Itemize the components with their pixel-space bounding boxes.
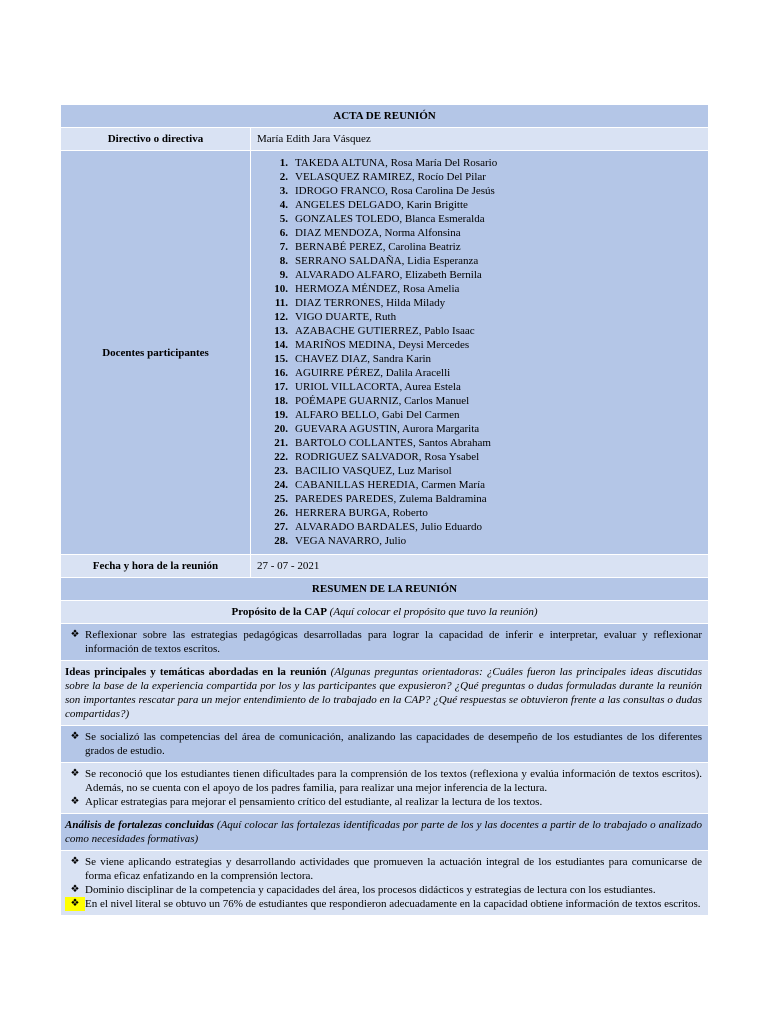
proposito-header xyxy=(61,601,709,624)
bullet-item xyxy=(65,855,702,883)
docente-number: 26. xyxy=(274,507,288,519)
analisis-header-row xyxy=(61,814,709,851)
docente-number: 19. xyxy=(274,409,288,421)
docente-number: 23. xyxy=(274,465,288,477)
analisis-header xyxy=(61,814,709,851)
docente-number: 11. xyxy=(274,297,288,309)
diamond-bullet-icon: ❖ xyxy=(65,897,85,911)
analisis-label: Análisis de fortalezas concluidas xyxy=(65,819,214,831)
ideas-bullets-b xyxy=(61,763,709,814)
ideas-body-a-row xyxy=(61,726,709,763)
docente-number: 25. xyxy=(274,493,288,505)
docente-item xyxy=(260,408,707,422)
docente-name: GUEVARA AGUSTIN, Aurora Margarita xyxy=(295,423,480,435)
docente-name: HERRERA BURGA, Roberto xyxy=(295,507,428,519)
docente-name: ANGELES DELGADO, Karin Brigitte xyxy=(295,199,468,211)
directivo-value: María Edith Jara Vásquez xyxy=(251,128,709,151)
directivo-row xyxy=(61,128,709,151)
docentes-label: Docentes participantes xyxy=(61,151,251,555)
bullet-text: Se reconoció que los estudiantes tienen dificultades para la comprensión de los textos (reflexiona y evalúa información de textos escritos). Además, no se cuenta con el apoyo de los padres familia, para realizar una mejor inferencia de la lectura. xyxy=(85,768,703,794)
docente-name: VIGO DUARTE, Ruth xyxy=(295,311,397,323)
docente-item xyxy=(260,268,707,282)
docente-number: 24. xyxy=(274,479,288,491)
directivo-label: Directivo o directiva xyxy=(61,128,251,151)
diamond-bullet-icon: ❖ xyxy=(70,629,80,640)
docentes-cell xyxy=(251,151,709,555)
docente-name: BARTOLO COLLANTES, Santos Abraham xyxy=(295,437,491,449)
diamond-bullet-icon: ❖ xyxy=(70,768,80,779)
docente-number: 28. xyxy=(274,535,288,547)
proposito-bullets xyxy=(61,624,709,661)
bullet-item xyxy=(65,897,702,911)
docente-name: TAKEDA ALTUNA, Rosa María Del Rosario xyxy=(295,157,498,169)
docente-item xyxy=(260,254,707,268)
diamond-bullet-icon: ❖ xyxy=(70,856,80,867)
ideas-body-b-row xyxy=(61,763,709,814)
docente-item xyxy=(260,226,707,240)
fecha-value: 27 - 07 - 2021 xyxy=(251,555,709,578)
docente-name: DIAZ TERRONES, Hilda Milady xyxy=(295,297,446,309)
docente-number: 10. xyxy=(274,283,288,295)
bullet-item xyxy=(65,628,702,656)
ideas-label: Ideas principales y temáticas abordadas en la reunión xyxy=(65,666,327,678)
proposito-body-row xyxy=(61,624,709,661)
ideas-bullets-a xyxy=(61,726,709,763)
analisis-hint: (Aquí colocar las fortalezas identificadas por parte de los y las docentes a partir de lo trabajado o analizado como necesidades formativas) xyxy=(65,819,703,845)
docente-name: VEGA NAVARRO, Julio xyxy=(295,535,407,547)
ideas-header-row xyxy=(61,661,709,726)
docente-item xyxy=(260,212,707,226)
docente-item xyxy=(260,478,707,492)
docente-item xyxy=(260,282,707,296)
docente-name: URIOL VILLACORTA, Aurea Estela xyxy=(295,381,461,393)
title-row xyxy=(61,105,709,128)
docente-item xyxy=(260,156,707,170)
docente-number: 18. xyxy=(274,395,288,407)
analisis-body-row xyxy=(61,851,709,916)
docente-item xyxy=(260,422,707,436)
docente-item xyxy=(260,520,707,534)
docente-name: ALFARO BELLO, Gabi Del Carmen xyxy=(295,409,460,421)
docente-item xyxy=(260,366,707,380)
docente-name: SERRANO SALDAÑA, Lidia Esperanza xyxy=(295,255,479,267)
docente-number: 5. xyxy=(279,213,288,225)
docente-name: BACILIO VASQUEZ, Luz Marisol xyxy=(295,465,452,477)
docente-name: AZABACHE GUTIERREZ, Pablo Isaac xyxy=(295,325,475,337)
docente-name: AGUIRRE PÉREZ, Dalila Aracelli xyxy=(295,367,451,379)
docente-item xyxy=(260,436,707,450)
fecha-row xyxy=(61,555,709,578)
docente-number: 14. xyxy=(274,339,288,351)
bullet-item xyxy=(65,883,702,897)
bullet-item xyxy=(65,767,702,795)
docente-number: 16. xyxy=(274,367,288,379)
diamond-bullet-icon: ❖ xyxy=(70,731,80,742)
bullet-text: Reflexionar sobre las estrategias pedagógicas desarrolladas para lograr la capacidad de inferir e interpretar, evaluar y reflexionar información de textos escritos. xyxy=(85,629,703,655)
docente-name: HERMOZA MÉNDEZ, Rosa Amelia xyxy=(295,283,460,295)
diamond-bullet-icon: ❖ xyxy=(70,796,80,807)
docente-number: 6. xyxy=(279,227,288,239)
docentes-row xyxy=(61,151,709,555)
docente-number: 13. xyxy=(274,325,288,337)
diamond-bullet-icon: ❖ xyxy=(70,884,80,895)
docente-item xyxy=(260,450,707,464)
docente-item xyxy=(260,310,707,324)
acta-title: ACTA DE REUNIÓN xyxy=(61,105,709,128)
docente-name: MARIÑOS MEDINA, Deysi Mercedes xyxy=(295,339,470,351)
bullet-text: Dominio disciplinar de la competencia y capacidades del área, los procesos didácticos y estrategias de lectura con los estudiantes. xyxy=(85,884,656,896)
docente-number: 17. xyxy=(274,381,288,393)
proposito-label: Propósito de la CAP xyxy=(231,606,327,618)
docente-name: VELASQUEZ RAMIREZ, Rocío Del Pilar xyxy=(295,171,486,183)
docente-item xyxy=(260,240,707,254)
docente-number: 8. xyxy=(279,255,288,267)
docente-item xyxy=(260,492,707,506)
docente-number: 22. xyxy=(274,451,288,463)
docente-item xyxy=(260,296,707,310)
docente-number: 9. xyxy=(279,269,288,281)
bullet-text: En el nivel literal se obtuvo un 76% de estudiantes que respondieron adecuadamente en la capacidad obtiene información de textos escritos. xyxy=(85,898,701,910)
bullet-item xyxy=(65,795,702,809)
docente-number: 12. xyxy=(274,311,288,323)
docente-number: 4. xyxy=(279,199,288,211)
docente-name: BERNABÉ PEREZ, Carolina Beatriz xyxy=(295,241,461,253)
docente-name: IDROGO FRANCO, Rosa Carolina De Jesús xyxy=(295,185,495,197)
docente-item xyxy=(260,464,707,478)
docente-name: CHAVEZ DIAZ, Sandra Karin xyxy=(295,353,432,365)
docente-number: 15. xyxy=(274,353,288,365)
docente-number: 20. xyxy=(274,423,288,435)
docente-number: 21. xyxy=(274,437,288,449)
bullet-text: Se socializó las competencias del área de comunicación, analizando las capacidades de desempeño de los estudiantes de los diferentes grados de estudio. xyxy=(85,731,703,757)
docente-number: 1. xyxy=(279,157,288,169)
docente-name: CABANILLAS HEREDIA, Carmen María xyxy=(295,479,486,491)
docente-item xyxy=(260,184,707,198)
resumen-row xyxy=(61,578,709,601)
docente-number: 2. xyxy=(279,171,288,183)
docente-number: 27. xyxy=(274,521,288,533)
bullet-item xyxy=(65,730,702,758)
docente-name: GONZALES TOLEDO, Blanca Esmeralda xyxy=(295,213,485,225)
docente-name: DIAZ MENDOZA, Norma Alfonsina xyxy=(295,227,461,239)
docente-item xyxy=(260,506,707,520)
docente-item xyxy=(260,198,707,212)
docente-item xyxy=(260,338,707,352)
acta-document xyxy=(60,104,708,916)
ideas-header xyxy=(61,661,709,726)
docente-item xyxy=(260,380,707,394)
docente-item xyxy=(260,170,707,184)
docente-item xyxy=(260,394,707,408)
ideas-hint: (Algunas preguntas orientadoras: ¿Cuáles fueron las principales ideas discutidas sobre la base de la experiencia compartida por los y las participantes que expusieron? ¿Qué preguntas o dudas formuladas durante la reunión son importantes rescatar para un mejor entendimiento de lo trabajado en la CAP? ¿Qué respuestas se obtuvieron frente a las consultas o dudas compartidas?) xyxy=(65,666,703,720)
docente-name: ALVARADO ALFARO, Elizabeth Bernila xyxy=(295,269,482,281)
docente-name: PAREDES PAREDES, Zulema Baldramina xyxy=(295,493,487,505)
analisis-bullets xyxy=(61,851,709,916)
acta-table xyxy=(60,104,709,916)
resumen-title: RESUMEN DE LA REUNIÓN xyxy=(61,578,709,601)
docentes-list xyxy=(252,152,707,553)
docente-number: 7. xyxy=(279,241,288,253)
docente-name: POÉMAPE GUARNIZ, Carlos Manuel xyxy=(295,395,470,407)
docente-name: RODRIGUEZ SALVADOR, Rosa Ysabel xyxy=(295,451,480,463)
docente-number: 3. xyxy=(279,185,288,197)
bullet-text: Se viene aplicando estrategias y desarrollando actividades que promueven la actuación integral de los estudiantes para comunicarse de forma eficaz enfatizando en la comprensión lectora. xyxy=(85,856,703,882)
docente-item xyxy=(260,534,707,548)
docente-item xyxy=(260,324,707,338)
proposito-hint: (Aquí colocar el propósito que tuvo la reunión) xyxy=(329,606,538,618)
docente-name: ALVARADO BARDALES, Julio Eduardo xyxy=(295,521,483,533)
fecha-label: Fecha y hora de la reunión xyxy=(61,555,251,578)
bullet-text: Aplicar estrategias para mejorar el pensamiento crítico del estudiante, al realizar la lectura de los textos. xyxy=(85,796,543,808)
docente-item xyxy=(260,352,707,366)
proposito-header-row xyxy=(61,601,709,624)
